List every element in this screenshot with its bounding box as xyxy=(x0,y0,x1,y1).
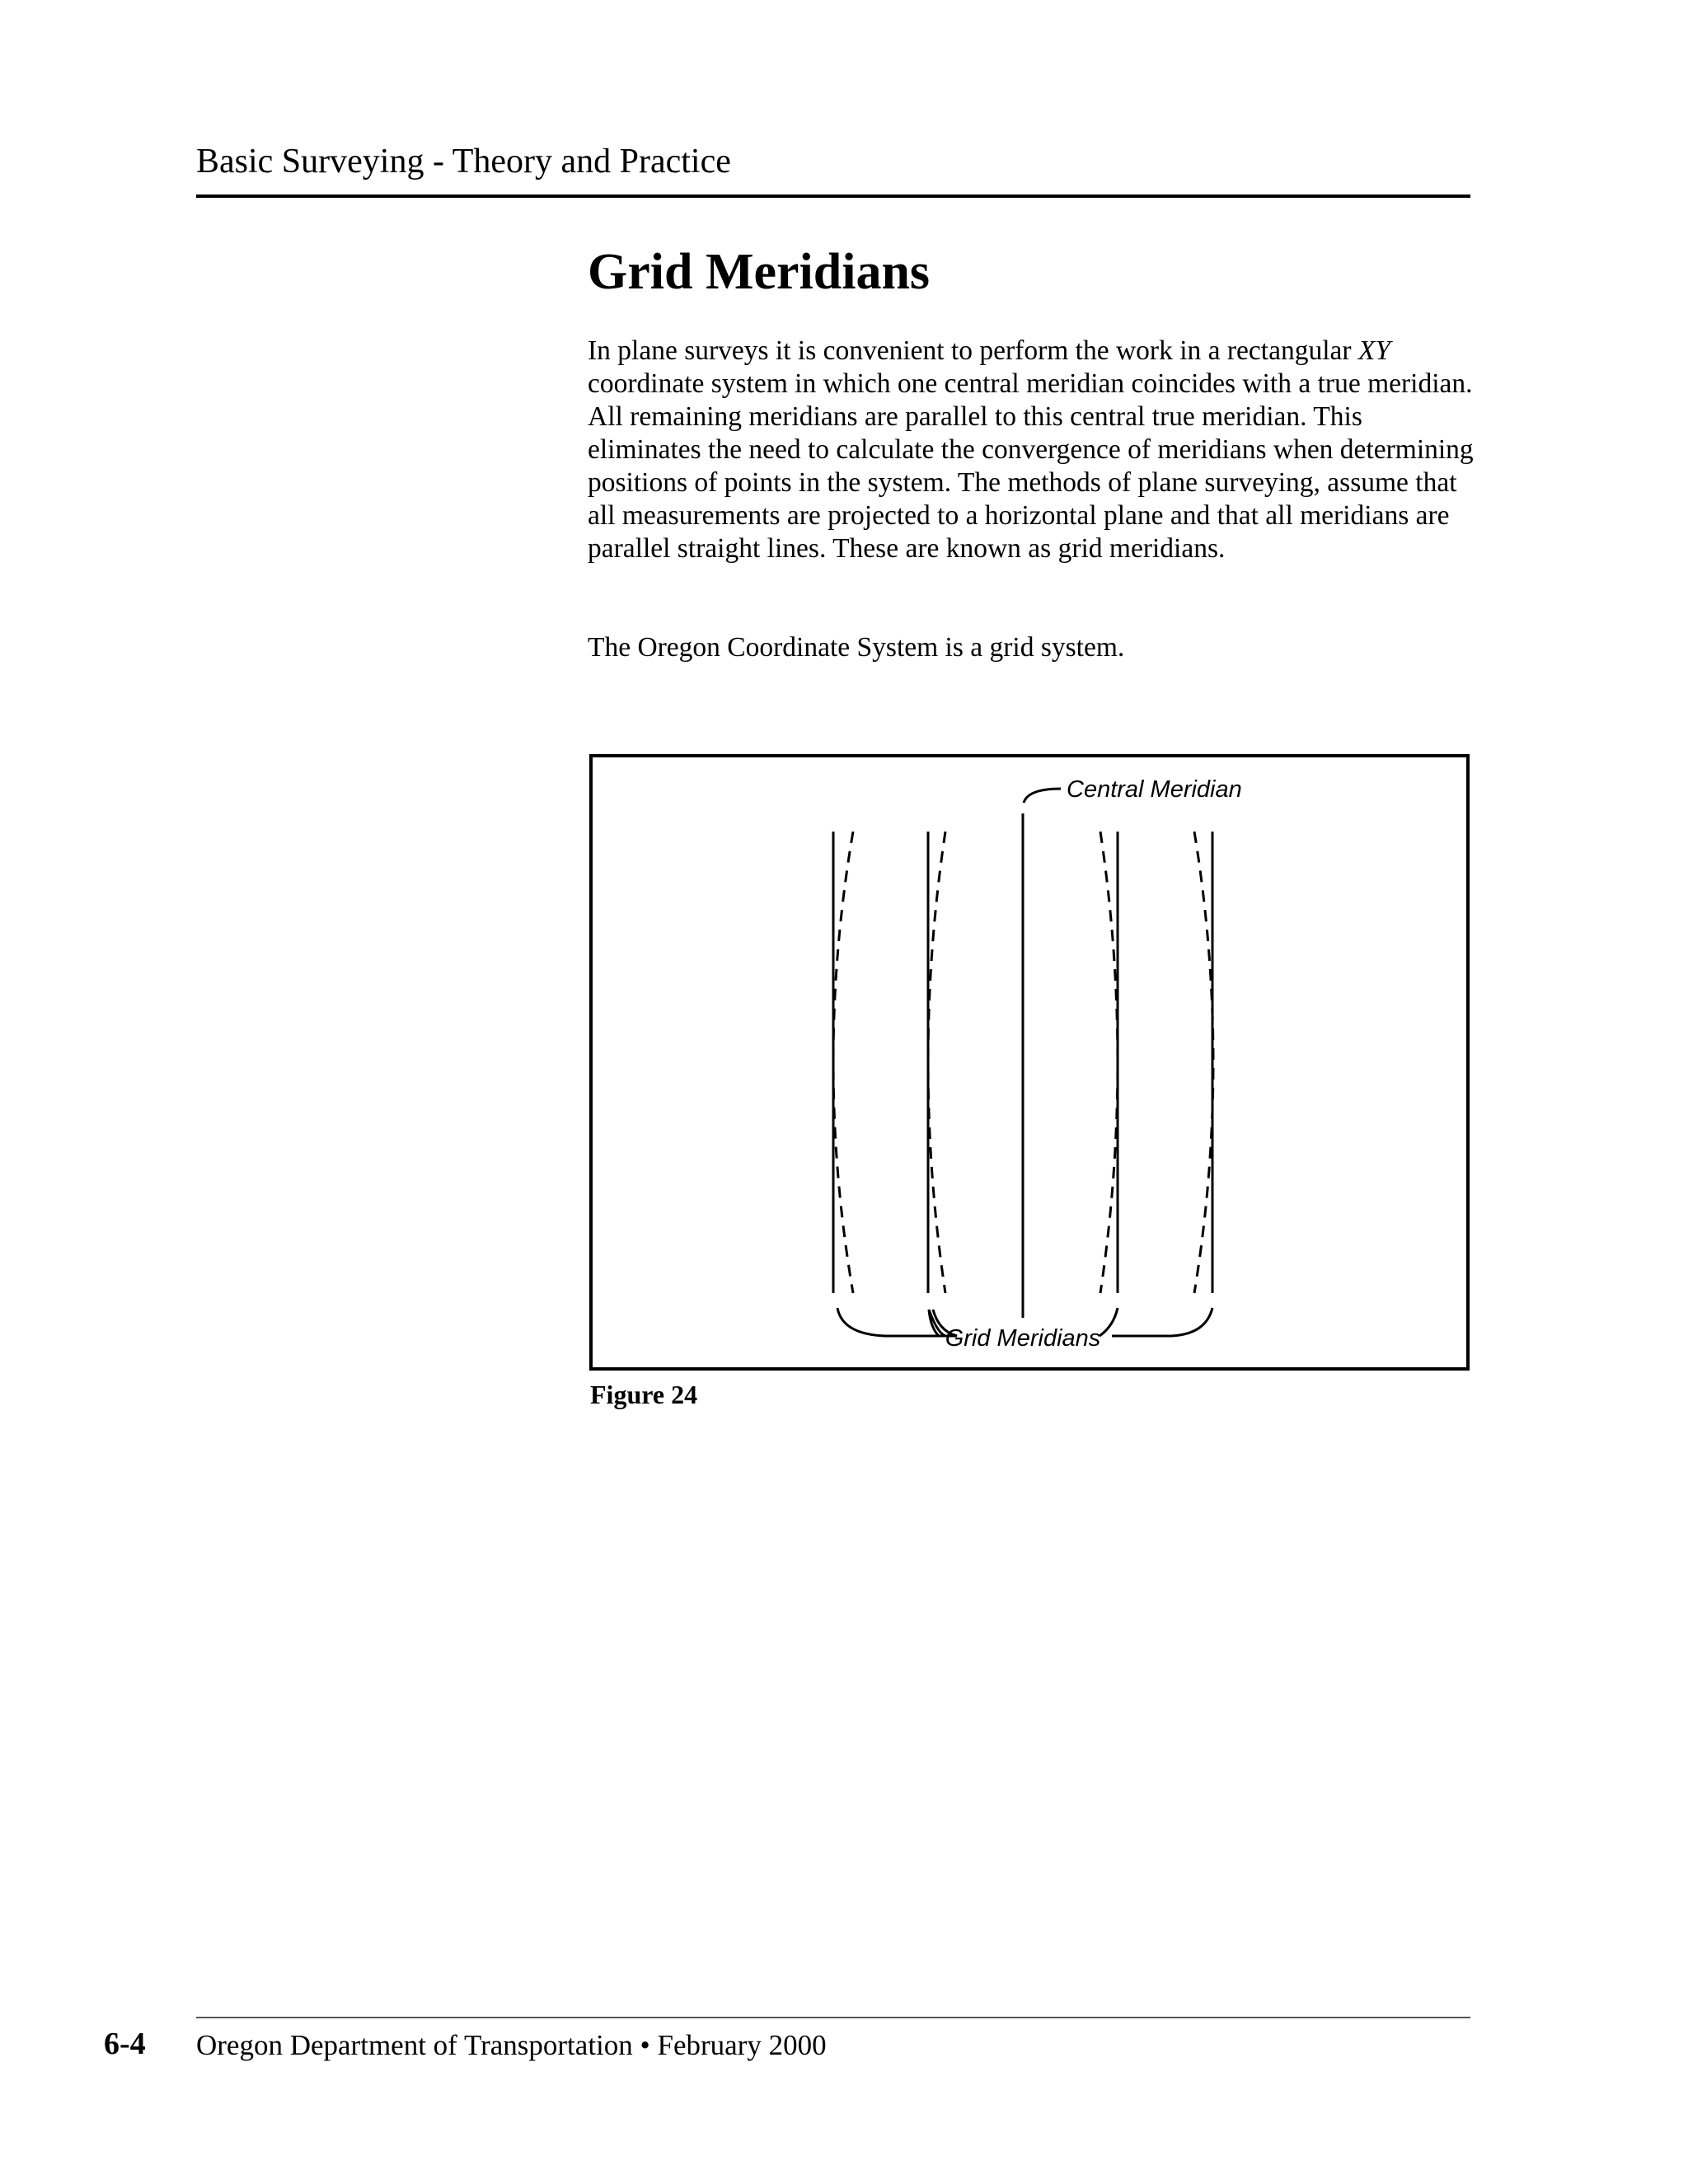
page-number: 6-4 xyxy=(104,2027,146,2061)
grid-meridians-label: Grid Meridians xyxy=(945,1325,1101,1352)
true-meridian-curve-1 xyxy=(833,832,853,1293)
central-meridian-leader xyxy=(1024,789,1061,803)
xy-term: XY xyxy=(1357,335,1391,366)
grid-meridians-brace-right-tail xyxy=(1100,1308,1118,1336)
body-paragraph-1 xyxy=(588,335,1478,565)
grid-meridians-brace-right xyxy=(1112,1308,1212,1336)
true-meridian-curve-4 xyxy=(1194,832,1213,1293)
figure-24 xyxy=(589,754,1470,1371)
body-paragraph-2: The Oregon Coordinate System is a grid system. xyxy=(588,632,1125,663)
running-head-title: Basic Surveying - Theory and Practice xyxy=(196,143,731,180)
paragraph-1-text-end: coordinate system in which one central meridian coincides with a true meridian. All remaining meridians are parallel to this central true meridian. This eliminates the need to calculate the convergence of meridians when determining positions of points in the system. The methods of plane surveying, assume that all measurements are projected to a horizontal plane and that all meridians are parallel straight lines. These are known as grid meridians. xyxy=(588,368,1474,564)
true-meridian-curve-2 xyxy=(928,832,945,1293)
grid-meridians-diagram xyxy=(593,757,1473,1374)
central-meridian-label: Central Meridian xyxy=(1067,776,1242,803)
figure-caption: Figure 24 xyxy=(590,1380,698,1409)
section-title: Grid Meridians xyxy=(588,244,931,300)
footer-rule xyxy=(196,2017,1470,2018)
header-rule xyxy=(196,194,1470,198)
paragraph-1-text-start: In plane surveys it is convenient to perform the work in a rectangular xyxy=(588,335,1358,366)
footer-text: Oregon Department of Transportation • February 2000 xyxy=(196,2029,827,2061)
true-meridian-curve-3 xyxy=(1100,832,1118,1293)
